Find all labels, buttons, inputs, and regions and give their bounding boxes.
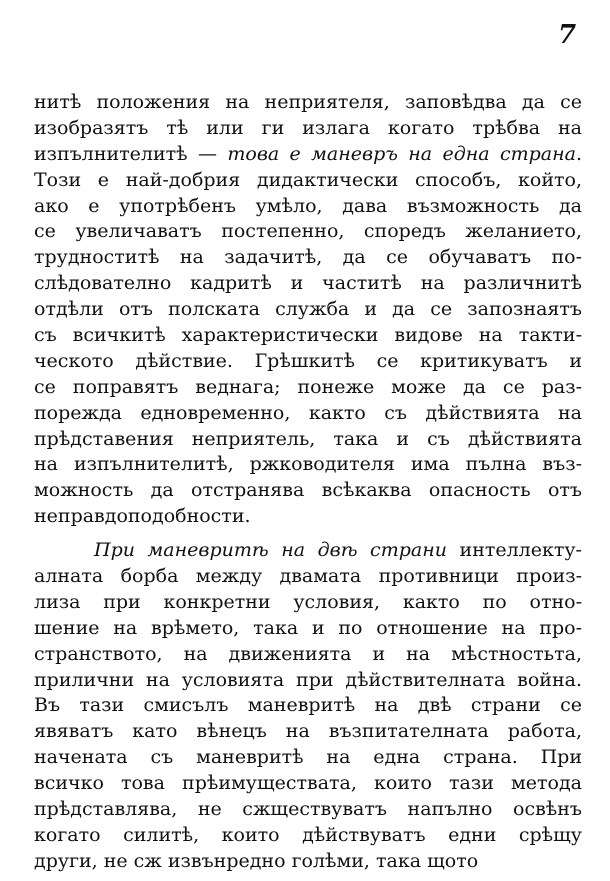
text-span: шение на врѣмето, така и по отношение на про- [34, 616, 582, 639]
text-line [34, 168, 582, 194]
text-span: прилични на условията при дѣйствителната война. [34, 668, 582, 691]
text-span: всичко това прѣимуществата, които тази метода [34, 772, 582, 795]
text-span: прѣдставения неприятель, така и съ дѣйствията [34, 427, 582, 450]
text-span: се поправятъ веднага; понеже може да се раз- [34, 375, 582, 398]
text-line [34, 668, 582, 694]
text-line [34, 349, 582, 375]
paragraph-1 [34, 90, 582, 530]
text-line [34, 504, 582, 530]
text-span: когато силитѣ, които дѣйствуватъ едни срѣщу [34, 823, 582, 846]
text-span: нитѣ положения на неприятеля, заповѣдва да се [34, 91, 582, 113]
page-number: 7 [558, 20, 577, 50]
text-line [34, 745, 582, 771]
text-line [34, 590, 582, 616]
text-span: изпълнителитѣ — [34, 142, 228, 165]
text-span: алната борба между двамата противници произ- [34, 565, 582, 588]
text-line [34, 823, 582, 849]
text-line [34, 323, 582, 349]
italic-phrase: това е маневръ на една страна [227, 142, 576, 165]
italic-phrase: При маневритѣ на двѣ страни [94, 539, 447, 562]
text-line [34, 452, 582, 478]
text-line [34, 401, 582, 427]
text-line [34, 427, 582, 453]
text-span: странството, на движенията и на мѣстностьта, [34, 642, 582, 665]
text-span: явяватъ като вѣнецъ на възпитателната работа, [34, 720, 582, 743]
text-line [34, 116, 582, 142]
text-span: трудноститѣ на задачитѣ, да се обучаватъ по- [34, 246, 582, 269]
text-line [34, 142, 582, 168]
text-line [34, 849, 582, 875]
text-line [34, 90, 582, 116]
text-span: ако е употрѣбенъ умѣло, дава възможность да [34, 194, 582, 217]
text-line [34, 693, 582, 719]
text-line [34, 771, 582, 797]
text-line [34, 719, 582, 745]
text-body [34, 90, 582, 875]
text-span: можность да отстранява всѣкаква опасность отъ [34, 479, 582, 502]
text-span: на изпълнителитѣ, ржководителя има пълна въз- [34, 453, 582, 476]
text-span: други, не сж извънредно голѣми, така щото [34, 849, 479, 872]
text-span: се увеличаватъ постепенно, споредъ желанието, [34, 220, 582, 243]
text-line [34, 797, 582, 823]
text-span: интеллекту- [446, 539, 582, 562]
text-line [34, 642, 582, 668]
text-span: лиза при конкретни условия, както по отно- [34, 590, 582, 613]
text-line [34, 194, 582, 220]
text-line [34, 538, 582, 564]
text-span: порежда едновременно, както съ дѣйствията на [34, 401, 582, 424]
text-line [34, 297, 582, 323]
text-line [34, 375, 582, 401]
text-line [34, 616, 582, 642]
paragraph-2 [34, 538, 582, 875]
text-span: прѣдставлява, не сжществуватъ напълно освѣнъ [34, 798, 582, 821]
text-span: . [575, 142, 582, 165]
text-span: ческото дѣйствие. Грѣшкитѣ се критикуватъ и [34, 349, 582, 372]
text-line [34, 245, 582, 271]
text-span: начената съ маневритѣ на една страна. При [34, 746, 582, 769]
text-span: Този е най-добрия дидактически способъ, който, [34, 168, 582, 191]
text-span: слѣдователно кадритѣ и частитѣ на различнитѣ [34, 272, 582, 295]
text-span: съ всичкитѣ характеристически видове на такти- [34, 324, 582, 347]
text-span: Въ тази смисълъ маневритѣ на двѣ страни се [34, 694, 582, 717]
text-span: отдѣли отъ полската служба и да се запознаятъ [34, 298, 582, 321]
text-line [34, 478, 582, 504]
text-span: изобразятъ тѣ или ги излага когато трѣбва на [34, 116, 582, 139]
text-line [34, 219, 582, 245]
text-line [34, 271, 582, 297]
text-span: неправдоподобности. [34, 505, 251, 528]
text-line [34, 564, 582, 590]
